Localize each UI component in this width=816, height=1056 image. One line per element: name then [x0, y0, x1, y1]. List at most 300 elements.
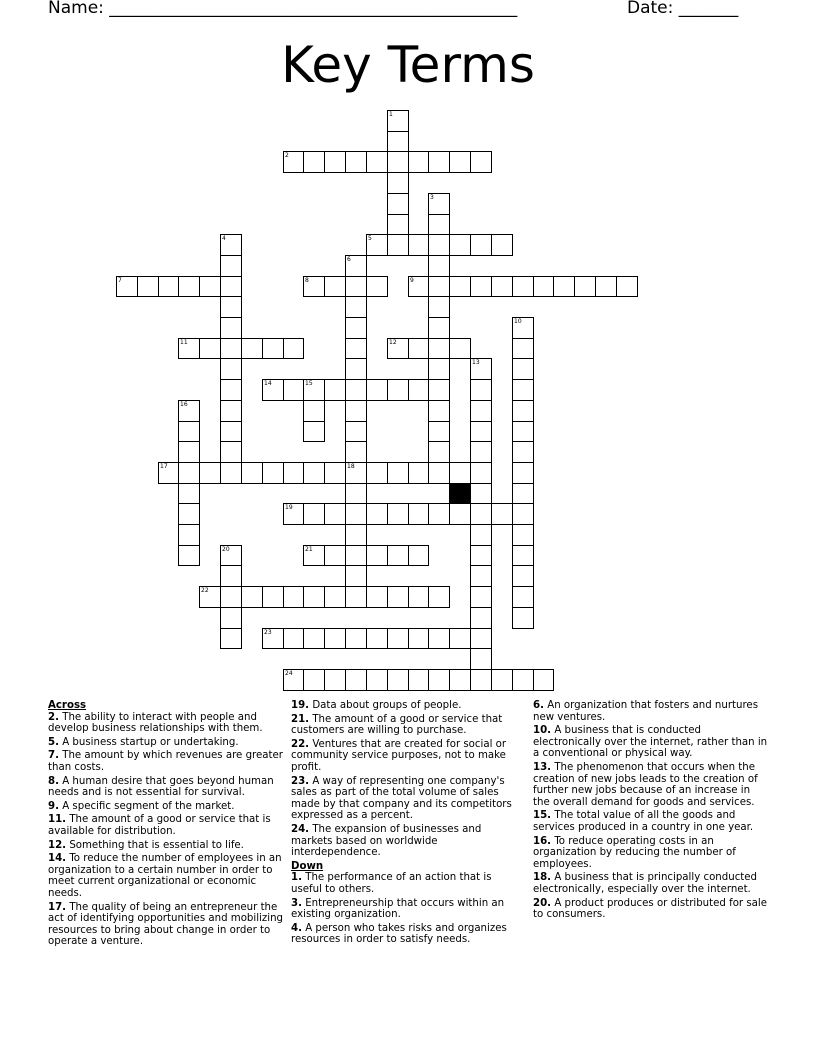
- grid-cell[interactable]: [428, 628, 450, 649]
- grid-cell[interactable]: [428, 358, 450, 380]
- grid-cell[interactable]: [303, 503, 325, 525]
- clue-number-label: 10: [514, 318, 522, 325]
- grid-cell[interactable]: [324, 379, 346, 401]
- grid-cell[interactable]: [512, 379, 534, 401]
- grid-cell[interactable]: [387, 586, 409, 608]
- grid-cell[interactable]: [241, 338, 263, 359]
- clue-across-19: [291, 700, 517, 712]
- grid-cell[interactable]: [345, 338, 367, 359]
- grid-cell[interactable]: [408, 462, 429, 484]
- grid-cell[interactable]: [449, 234, 471, 256]
- grid-cell[interactable]: [449, 276, 471, 297]
- clue-text: The performance of an action that is useful to others.: [291, 872, 492, 895]
- clue-across-5: [48, 737, 284, 749]
- clue-number: 14.: [48, 853, 67, 865]
- clue-text: Ventures that are created for social or community service purposes, not to make profit.: [291, 738, 507, 773]
- grid-cell[interactable]: [366, 503, 388, 525]
- grid-cell[interactable]: [345, 296, 367, 318]
- grid-cell[interactable]: [387, 131, 409, 152]
- grid-cell[interactable]: [220, 296, 242, 318]
- grid-cell[interactable]: [616, 276, 638, 297]
- grid-cell[interactable]: [345, 255, 367, 277]
- clues-column-1: [48, 700, 284, 950]
- clue-number-label: 19: [285, 504, 293, 511]
- clue-across-7: [48, 750, 284, 773]
- grid-cell[interactable]: [220, 565, 242, 587]
- grid-cell[interactable]: [428, 276, 450, 297]
- grid-cell[interactable]: [345, 628, 367, 649]
- grid-cell[interactable]: [428, 255, 450, 277]
- clue-number-label: 5: [368, 235, 372, 242]
- grid-cell[interactable]: [324, 669, 346, 691]
- grid-cell[interactable]: [303, 462, 325, 484]
- grid-cell[interactable]: [262, 338, 284, 359]
- clue-across-11: [48, 814, 284, 837]
- grid-cell[interactable]: [470, 648, 492, 670]
- clue-across-23: [291, 776, 517, 822]
- grid-cell[interactable]: [387, 462, 409, 484]
- clue-down-18: [533, 872, 769, 895]
- grid-cell[interactable]: [449, 151, 471, 173]
- grid-cell[interactable]: [158, 462, 179, 484]
- grid-cell[interactable]: [178, 400, 200, 422]
- clue-number-label: 12: [389, 339, 397, 346]
- grid-cell[interactable]: [428, 503, 450, 525]
- clue-number: 13.: [533, 761, 552, 773]
- grid-cell[interactable]: [262, 586, 284, 608]
- clue-number: 4.: [291, 922, 302, 934]
- black-square: [449, 483, 471, 504]
- grid-cell[interactable]: [470, 441, 492, 463]
- grid-cell[interactable]: [324, 545, 346, 566]
- grid-cell[interactable]: [470, 503, 492, 525]
- grid-cell[interactable]: [303, 400, 325, 422]
- grid-cell[interactable]: [178, 421, 200, 442]
- clue-number-label: 6: [347, 256, 351, 263]
- grid-cell[interactable]: [408, 234, 429, 256]
- clue-down-16: [533, 836, 769, 871]
- clue-text: The phenomenon that occurs when the creation of new jobs leads to the creation of further new jobs because of an increase in the overall demand for goods and services.: [533, 761, 758, 808]
- grid-cell[interactable]: [262, 628, 284, 649]
- grid-cell[interactable]: [449, 462, 471, 484]
- clue-number-label: 9: [410, 277, 414, 284]
- grid-cell[interactable]: [470, 379, 492, 401]
- grid-cell[interactable]: [116, 276, 138, 297]
- grid-cell[interactable]: [512, 276, 534, 297]
- grid-cell[interactable]: [366, 234, 388, 256]
- grid-cell[interactable]: [387, 214, 409, 235]
- clue-number: 5.: [48, 736, 59, 748]
- grid-cell[interactable]: [366, 669, 388, 691]
- clue-across-9: [48, 801, 284, 813]
- clue-text: A business that is principally conducted electronically, especially over the internet.: [533, 872, 758, 895]
- grid-cell[interactable]: [512, 565, 534, 587]
- grid-cell[interactable]: [387, 234, 409, 256]
- clue-number-label: 3: [430, 194, 434, 201]
- grid-cell[interactable]: [428, 379, 450, 401]
- grid-cell[interactable]: [303, 545, 325, 566]
- grid-cell[interactable]: [283, 628, 304, 649]
- clue-text: The ability to interact with people and develop business relationships with them.: [48, 711, 263, 735]
- grid-cell[interactable]: [158, 276, 179, 297]
- grid-cell[interactable]: [387, 338, 409, 359]
- grid-cell[interactable]: [220, 421, 242, 442]
- grid-cell[interactable]: [303, 379, 325, 401]
- clue-number-label: 13: [472, 359, 480, 366]
- grid-cell[interactable]: [345, 503, 367, 525]
- grid-cell[interactable]: [428, 234, 450, 256]
- grid-cell[interactable]: [262, 379, 284, 401]
- grid-cell[interactable]: [408, 338, 429, 359]
- grid-cell[interactable]: [408, 379, 429, 401]
- clue-text: The expansion of businesses and markets based on worldwide interdependence.: [291, 823, 482, 859]
- grid-cell[interactable]: [408, 586, 429, 608]
- clue-across-2: [48, 712, 284, 735]
- clue-number: 8.: [48, 775, 59, 787]
- grid-cell[interactable]: [220, 276, 242, 297]
- grid-cell[interactable]: [470, 483, 492, 504]
- clue-text: A business that is conducted electronically over the internet, rather than in a conventional or physical way.: [533, 725, 768, 760]
- grid-cell[interactable]: [470, 669, 492, 691]
- grid-cell[interactable]: [512, 338, 534, 359]
- grid-cell[interactable]: [428, 193, 450, 215]
- grid-cell[interactable]: [428, 669, 450, 691]
- clue-across-12: [48, 840, 284, 852]
- grid-cell[interactable]: [303, 151, 325, 173]
- grid-cell[interactable]: [220, 317, 242, 339]
- grid-cell[interactable]: [428, 462, 450, 484]
- grid-cell[interactable]: [345, 586, 367, 608]
- grid-cell[interactable]: [449, 503, 471, 525]
- clue-text: To reduce operating costs in an organization by reducing the number of employees.: [533, 835, 736, 870]
- clue-text: A person who takes risks and organizes resources in order to satisfy needs.: [291, 922, 507, 946]
- grid-cell[interactable]: [345, 421, 367, 442]
- clue-number: 9.: [48, 800, 59, 812]
- grid-cell[interactable]: [345, 462, 367, 484]
- grid-cell[interactable]: [387, 110, 409, 132]
- clue-down-1: [291, 872, 517, 895]
- grid-cell[interactable]: [470, 524, 492, 546]
- clue-number-label: 18: [347, 463, 355, 470]
- grid-cell[interactable]: [470, 545, 492, 566]
- grid-cell[interactable]: [387, 379, 409, 401]
- grid-cell[interactable]: [428, 400, 450, 422]
- clue-down-20: [533, 898, 769, 921]
- clue-across-8: [48, 776, 284, 799]
- grid-cell[interactable]: [178, 545, 200, 566]
- clue-number: 20.: [533, 897, 552, 909]
- clue-text: A product produces or distributed for sale to consumers.: [533, 897, 768, 921]
- grid-cell[interactable]: [220, 462, 242, 484]
- grid-cell[interactable]: [178, 276, 200, 297]
- grid-cell[interactable]: [324, 503, 346, 525]
- grid-cell[interactable]: [428, 317, 450, 339]
- grid-cell[interactable]: [533, 276, 554, 297]
- grid-cell[interactable]: [178, 503, 200, 525]
- grid-cell[interactable]: [178, 338, 200, 359]
- grid-cell[interactable]: [220, 441, 242, 463]
- clue-down-3: [291, 898, 517, 921]
- clue-number: 19.: [291, 700, 310, 711]
- grid-cell[interactable]: [470, 151, 492, 173]
- grid-cell[interactable]: [470, 234, 492, 256]
- clue-text: The amount by which revenues are greater than costs.: [48, 750, 283, 773]
- grid-cell[interactable]: [470, 358, 492, 380]
- clue-across-22: [291, 739, 517, 774]
- grid-cell[interactable]: [199, 586, 221, 608]
- grid-cell[interactable]: [220, 628, 242, 649]
- grid-cell[interactable]: [283, 586, 304, 608]
- clue-text: A way of representing one company's sales as part of the total volume of sales made by that company and its competitors expressed as a percent.: [291, 775, 512, 822]
- grid-cell[interactable]: [408, 545, 429, 566]
- grid-cell[interactable]: [283, 462, 304, 484]
- grid-cell[interactable]: [470, 462, 492, 484]
- clue-number-label: 2: [285, 152, 289, 159]
- grid-cell[interactable]: [345, 379, 367, 401]
- grid-cell[interactable]: [491, 276, 513, 297]
- grid-cell[interactable]: [428, 338, 450, 359]
- clue-text: An organization that fosters and nurtures new ventures.: [533, 700, 759, 723]
- grid-cell[interactable]: [220, 358, 242, 380]
- clue-number: 12.: [48, 839, 67, 851]
- grid-cell[interactable]: [220, 400, 242, 422]
- clue-number: 7.: [48, 750, 59, 762]
- grid-cell[interactable]: [512, 545, 534, 566]
- clue-down-13: [533, 762, 769, 808]
- clue-text: A specific segment of the market.: [62, 800, 235, 812]
- grid-cell[interactable]: [470, 586, 492, 608]
- grid-cell[interactable]: [428, 296, 450, 318]
- grid-cell[interactable]: [283, 669, 304, 691]
- grid-cell[interactable]: [324, 462, 346, 484]
- grid-cell[interactable]: [241, 462, 263, 484]
- grid-cell[interactable]: [345, 400, 367, 422]
- grid-cell[interactable]: [324, 586, 346, 608]
- grid-cell[interactable]: [178, 483, 200, 504]
- clues-column-3: [533, 700, 769, 923]
- grid-cell[interactable]: [491, 669, 513, 691]
- clue-across-14: [48, 853, 284, 899]
- grid-cell[interactable]: [387, 503, 409, 525]
- clue-text: The total value of all the goods and services produced in a country in one year.: [533, 810, 754, 833]
- grid-cell[interactable]: [345, 669, 367, 691]
- grid-cell[interactable]: [512, 607, 534, 629]
- grid-cell[interactable]: [366, 379, 388, 401]
- grid-cell[interactable]: [428, 441, 450, 463]
- grid-cell[interactable]: [345, 151, 367, 173]
- grid-cell[interactable]: [387, 545, 409, 566]
- grid-cell[interactable]: [366, 586, 388, 608]
- grid-cell[interactable]: [512, 317, 534, 339]
- grid-cell[interactable]: [366, 628, 388, 649]
- grid-cell[interactable]: [199, 276, 221, 297]
- grid-cell[interactable]: [366, 276, 388, 297]
- grid-cell[interactable]: [470, 276, 492, 297]
- clues-column-2: [291, 700, 517, 948]
- clue-text: A human desire that goes beyond human needs and is not essential for survival.: [48, 775, 274, 799]
- clue-text: The amount of a good or service that is available for distribution.: [48, 814, 271, 837]
- grid-cell[interactable]: [220, 545, 242, 566]
- grid-cell[interactable]: [324, 151, 346, 173]
- grid-cell[interactable]: [220, 234, 242, 256]
- clue-number-label: 16: [180, 401, 188, 408]
- clue-text: Entrepreneurship that occurs within an existing organization.: [291, 897, 505, 921]
- clue-number: 3.: [291, 897, 302, 909]
- clue-number-label: 20: [222, 546, 230, 553]
- down-heading: Down: [291, 860, 324, 872]
- grid-cell[interactable]: [387, 669, 409, 691]
- grid-cell[interactable]: [428, 421, 450, 442]
- grid-cell[interactable]: [512, 483, 534, 504]
- clue-number-label: 8: [305, 277, 309, 284]
- grid-cell[interactable]: [303, 628, 325, 649]
- grid-cell[interactable]: [428, 151, 450, 173]
- clue-number: 10.: [533, 725, 552, 737]
- grid-cell[interactable]: [512, 669, 534, 691]
- grid-cell[interactable]: [387, 628, 409, 649]
- grid-cell[interactable]: [512, 441, 534, 463]
- grid-cell[interactable]: [449, 669, 471, 691]
- grid-cell[interactable]: [470, 400, 492, 422]
- grid-cell[interactable]: [512, 358, 534, 380]
- clue-number: 22.: [291, 738, 310, 750]
- grid-cell[interactable]: [449, 338, 471, 359]
- grid-cell[interactable]: [345, 545, 367, 566]
- grid-cell[interactable]: [345, 483, 367, 504]
- grid-cell[interactable]: [387, 172, 409, 194]
- clue-number: 21.: [291, 713, 310, 725]
- grid-cell[interactable]: [595, 276, 617, 297]
- grid-cell[interactable]: [470, 628, 492, 649]
- grid-cell[interactable]: [345, 565, 367, 587]
- clue-number: 15.: [533, 810, 552, 822]
- clue-number: 18.: [533, 872, 552, 884]
- clue-number: 23.: [291, 775, 310, 787]
- grid-cell[interactable]: [470, 421, 492, 442]
- grid-cell[interactable]: [533, 669, 554, 691]
- clue-number-label: 15: [305, 380, 313, 387]
- clue-number-label: 24: [285, 670, 293, 677]
- grid-cell[interactable]: [491, 234, 513, 256]
- clue-number: 11.: [48, 814, 67, 826]
- clue-number-label: 22: [201, 587, 209, 594]
- clue-number-label: 23: [264, 629, 272, 636]
- grid-cell[interactable]: [387, 193, 409, 215]
- grid-cell[interactable]: [220, 379, 242, 401]
- clue-number-label: 7: [118, 277, 122, 284]
- grid-cell[interactable]: [345, 441, 367, 463]
- grid-cell[interactable]: [137, 276, 159, 297]
- grid-cell[interactable]: [574, 276, 596, 297]
- clue-text: Something that is essential to life.: [69, 839, 244, 851]
- grid-cell[interactable]: [428, 586, 450, 608]
- grid-cell[interactable]: [387, 151, 409, 173]
- grid-cell[interactable]: [449, 628, 471, 649]
- grid-cell[interactable]: [408, 503, 429, 525]
- grid-cell[interactable]: [178, 462, 200, 484]
- clue-number-label: 4: [222, 235, 226, 242]
- grid-cell[interactable]: [220, 607, 242, 629]
- clue-number: 17.: [48, 901, 67, 913]
- clue-text: To reduce the number of employees in an organization to a certain number in order to meet current organizational or economic needs.: [48, 853, 282, 899]
- clue-number: 1.: [291, 872, 302, 884]
- grid-cell[interactable]: [428, 214, 450, 235]
- page-title: Key Terms: [281, 36, 535, 94]
- grid-cell[interactable]: [303, 669, 325, 691]
- clue-across-24: [291, 824, 517, 859]
- grid-cell[interactable]: [512, 586, 534, 608]
- date-line[interactable]: Date: _______: [627, 0, 739, 18]
- grid-cell[interactable]: [220, 586, 242, 608]
- grid-cell[interactable]: [470, 607, 492, 629]
- grid-cell[interactable]: [324, 628, 346, 649]
- clue-number-label: 1: [389, 111, 393, 118]
- grid-cell[interactable]: [345, 524, 367, 546]
- grid-cell[interactable]: [408, 669, 429, 691]
- clue-down-6: [533, 700, 769, 723]
- name-line[interactable]: Name: ________________________________________________: [48, 0, 518, 18]
- grid-cell[interactable]: [324, 276, 346, 297]
- clue-number-label: 17: [160, 463, 168, 470]
- grid-cell[interactable]: [303, 276, 325, 297]
- grid-cell[interactable]: [283, 151, 304, 173]
- clue-text: The amount of a good or service that customers are willing to purchase.: [291, 713, 503, 737]
- grid-cell[interactable]: [303, 421, 325, 442]
- clue-number: 24.: [291, 823, 310, 835]
- clue-number-label: 21: [305, 546, 313, 553]
- grid-cell[interactable]: [199, 338, 221, 359]
- grid-cell[interactable]: [345, 317, 367, 339]
- grid-cell[interactable]: [283, 379, 304, 401]
- grid-cell[interactable]: [366, 545, 388, 566]
- grid-cell[interactable]: [512, 462, 534, 484]
- grid-cell[interactable]: [220, 255, 242, 277]
- grid-cell[interactable]: [345, 358, 367, 380]
- grid-cell[interactable]: [283, 503, 304, 525]
- grid-cell[interactable]: [512, 503, 534, 525]
- clue-across-21: [291, 714, 517, 737]
- across-heading: Across: [48, 700, 87, 711]
- grid-cell[interactable]: [408, 628, 429, 649]
- grid-cell[interactable]: [408, 276, 429, 297]
- grid-cell[interactable]: [512, 524, 534, 546]
- grid-cell[interactable]: [512, 400, 534, 422]
- grid-cell[interactable]: [178, 524, 200, 546]
- grid-cell[interactable]: [303, 586, 325, 608]
- grid-cell[interactable]: [345, 276, 367, 297]
- grid-cell[interactable]: [366, 151, 388, 173]
- clue-number-label: 11: [180, 339, 188, 346]
- clue-down-15: [533, 810, 769, 833]
- grid-cell[interactable]: [512, 421, 534, 442]
- clue-number-label: 14: [264, 380, 272, 387]
- grid-cell[interactable]: [241, 586, 263, 608]
- grid-cell[interactable]: [178, 441, 200, 463]
- clue-number: 6.: [533, 700, 544, 711]
- clue-text: Data about groups of people.: [312, 700, 462, 711]
- grid-cell[interactable]: [491, 503, 513, 525]
- grid-cell[interactable]: [366, 462, 388, 484]
- grid-cell[interactable]: [553, 276, 575, 297]
- grid-cell[interactable]: [408, 151, 429, 173]
- grid-cell[interactable]: [283, 338, 304, 359]
- grid-cell[interactable]: [220, 338, 242, 359]
- grid-cell[interactable]: [199, 462, 221, 484]
- clue-text: A business startup or undertaking.: [62, 736, 239, 748]
- grid-cell[interactable]: [262, 462, 284, 484]
- clue-number: 16.: [533, 835, 552, 847]
- grid-cell[interactable]: [470, 565, 492, 587]
